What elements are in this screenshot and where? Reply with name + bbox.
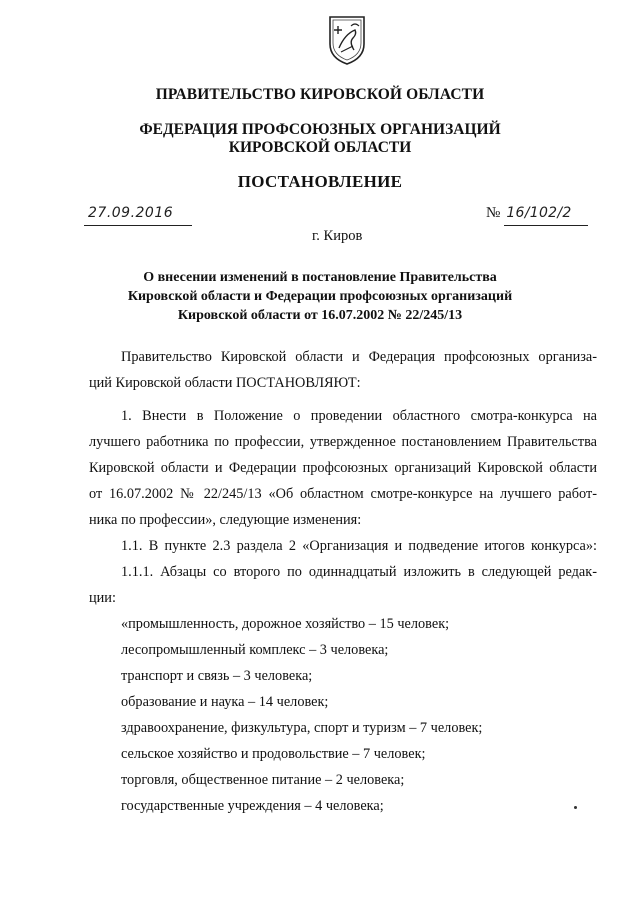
body-line: от 16.07.2002 № 22/245/13 «Об областном смотре-конкурсе на лучшего работ- <box>89 486 597 502</box>
body-line: Правительство Кировской области и Федерация профсоюзных организа- <box>121 349 597 365</box>
document-date: 27.09.2016 <box>88 205 174 221</box>
subject-line: О внесении изменений в постановление Правительства <box>143 270 497 285</box>
number-label: № <box>486 205 501 221</box>
federation-title-line2: КИРОВСКОЙ ОБЛАСТИ <box>228 139 412 156</box>
list-item: торговля, общественное питание – 2 человека; <box>121 772 405 788</box>
number-underline <box>504 225 588 226</box>
body-line: 1.1. В пункте 2.3 раздела 2 «Организация и подведение итогов конкурса»: <box>121 538 597 554</box>
subject-line: Кировской области от 16.07.2002 № 22/245/13 <box>177 308 463 323</box>
scan-speck <box>574 806 577 809</box>
document-subject <box>0 268 640 325</box>
number-value: 16/102/2 <box>506 205 572 221</box>
list-item: образование и наука – 14 человек; <box>121 694 329 710</box>
list-item: транспорт и связь – 3 человека; <box>121 668 313 684</box>
government-title: ПРАВИТЕЛЬСТВО КИРОВСКОЙ ОБЛАСТИ <box>155 86 485 103</box>
list-item: «промышленность, дорожное хозяйство – 15 человек; <box>121 616 450 632</box>
federation-title-line1: ФЕДЕРАЦИЯ ПРОФСОЮЗНЫХ ОРГАНИЗАЦИЙ <box>139 121 501 138</box>
list-item: лесопромышленный комплекс – 3 человека; <box>121 642 389 658</box>
body-line: ции: <box>89 590 116 606</box>
list-item: сельское хозяйство и продовольствие – 7 человек; <box>121 746 426 762</box>
body-line: 1.1.1. Абзацы со второго по одиннадцатый изложить в следующей редак- <box>121 564 597 580</box>
body-line: ций Кировской области ПОСТАНОВЛЯЮТ: <box>89 375 361 391</box>
list-item: здравоохранение, физкультура, спорт и туризм – 7 человек; <box>121 720 483 736</box>
document-number <box>486 205 572 222</box>
body-line: 1. Внести в Положение о проведении областного смотра-конкурса на <box>121 408 597 424</box>
city: г. Киров <box>312 228 363 244</box>
subject-line: Кировской области и Федерации профсоюзных организаций <box>127 289 513 304</box>
body-line: лучшего работника по профессии, утвержденное постановлением Правительства <box>89 434 597 450</box>
document-type: ПОСТАНОВЛЕНИЕ <box>237 172 403 191</box>
body-line: Кировской области и Федерации профсоюзных организаций Кировской области <box>89 460 597 476</box>
list-item: государственные учреждения – 4 человека; <box>121 798 384 814</box>
kirov-coat-of-arms-icon <box>327 14 367 66</box>
body-line: ника по профессии», следующие изменения: <box>89 512 362 528</box>
date-underline <box>84 225 192 226</box>
federation-title <box>0 121 640 157</box>
